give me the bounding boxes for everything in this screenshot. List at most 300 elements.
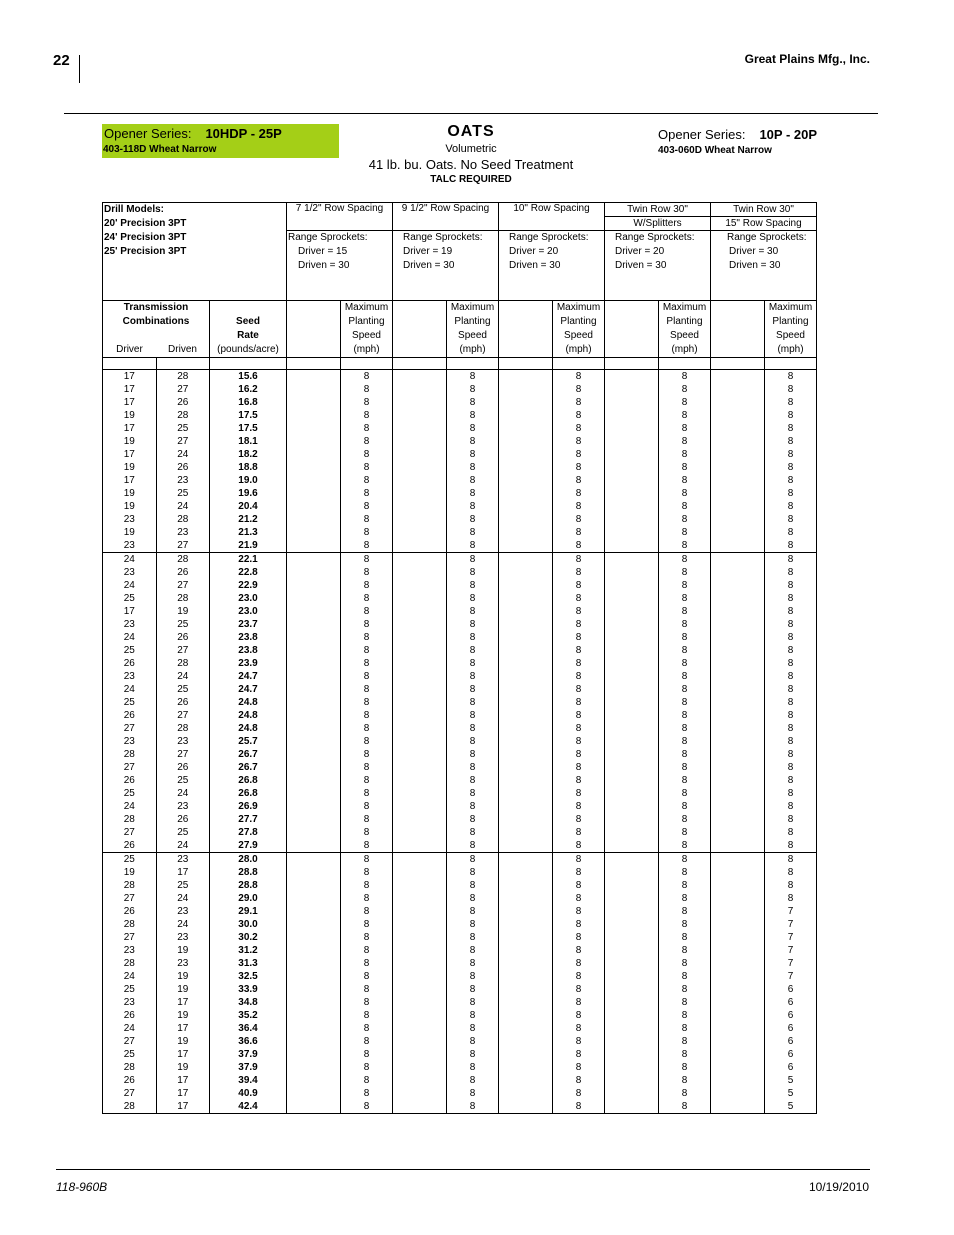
spacer-cell [287,931,341,944]
seed-rate-cell: 29.0 [210,892,287,905]
max-speed-cell: 8 [553,748,605,761]
max-speed-cell: 8 [659,370,711,384]
spacer-cell [499,435,553,448]
spacer-cell [499,826,553,839]
driver-cell: 23 [103,566,157,579]
spacing-subheader: W/Splitters [605,217,711,231]
driven-cell: 25 [156,422,210,435]
spacer-cell [605,1022,659,1035]
max-speed-cell: 8 [765,448,817,461]
seed-rate-cell: 30.0 [210,918,287,931]
max-speed-cell: 8 [553,1100,605,1114]
driven-cell: 25 [156,774,210,787]
seed-rate-cell: 39.4 [210,1074,287,1087]
drill-model: 20' Precision 3PT [104,218,187,229]
max-speed-cell: 8 [765,709,817,722]
max-speed-cell: 8 [341,592,393,605]
spacer-cell [287,853,341,867]
max-speed-cell: 8 [659,839,711,853]
driver-cell: 25 [103,853,157,867]
max-speed-cell: 8 [447,474,499,487]
spacer-cell [711,957,765,970]
seed-rate-cell: 17.5 [210,422,287,435]
spacer-cell [499,709,553,722]
spacer-cell [711,553,765,567]
talc-note: TALC REQUIRED [430,174,512,185]
max-speed-cell: 8 [553,813,605,826]
spacer-cell [711,800,765,813]
spacer-cell [287,800,341,813]
spacer-cell [499,618,553,631]
max-speed-cell: 8 [553,474,605,487]
spacer-cell [711,618,765,631]
max-speed-cell: 8 [659,539,711,553]
seed-rate-cell: 18.2 [210,448,287,461]
max-speed-cell: 6 [765,996,817,1009]
spacer-cell [287,513,341,526]
spacer-cell [287,748,341,761]
table-row [103,383,817,396]
document-number: 118-960B [56,1180,108,1194]
spacer-cell [499,409,553,422]
max-speed-cell: 8 [765,409,817,422]
header-rule [64,113,878,114]
driven-cell: 17 [156,866,210,879]
max-speed-cell: 8 [341,957,393,970]
spacer-cell [711,905,765,918]
spacer-cell [393,435,447,448]
spacer-cell [711,748,765,761]
max-speed-cell: 8 [447,813,499,826]
spacer-cell [287,474,341,487]
table-row [103,996,817,1009]
max-speed-cell: 8 [341,826,393,839]
spacer-cell [711,487,765,500]
spacer-cell [605,722,659,735]
spacer-cell [605,500,659,513]
spacer-cell [287,631,341,644]
spacer-cell [711,839,765,853]
spacer-cell [711,435,765,448]
spacer-cell [393,735,447,748]
range-sprockets: Range Sprockets: Driver = 20 Driven = 30 [499,231,605,288]
spacer-cell [605,761,659,774]
max-speed-cell: 8 [341,853,393,867]
table-row [103,539,817,553]
max-speed-cell: 8 [659,1022,711,1035]
spacer-cell [287,566,341,579]
spacer-cell [393,787,447,800]
max-speed-cell: 8 [341,461,393,474]
spacer-cell [605,526,659,539]
max-speed-cell: 8 [553,735,605,748]
max-speed-cell: 8 [553,1048,605,1061]
seed-rate-cell: 19.6 [210,487,287,500]
table-row [103,761,817,774]
spacer-cell [393,605,447,618]
seed-rate-cell: 22.9 [210,579,287,592]
spacer-cell [393,1009,447,1022]
spacer-cell [605,918,659,931]
max-speed-cell: 8 [341,709,393,722]
max-speed-cell: 8 [553,670,605,683]
spacer-cell [393,370,447,384]
spacer-cell [499,474,553,487]
table-row [103,409,817,422]
seed-rate-cell: 28.8 [210,879,287,892]
driver-cell: 24 [103,1022,157,1035]
spacer-cell [605,657,659,670]
max-speed-cell: 8 [765,487,817,500]
max-speed-cell: 8 [447,422,499,435]
max-speed-cell: 8 [553,787,605,800]
opener-series-left [102,124,339,158]
table-row [103,931,817,944]
seed-rate-header: Seed Rate (pounds/acre) [210,301,287,358]
spacer-cell [605,448,659,461]
spacer-cell [711,696,765,709]
spacer-cell [499,370,553,384]
spacer-cell [499,526,553,539]
max-speed-cell: 8 [447,709,499,722]
spacer-cell [287,1061,341,1074]
max-speed-cell: 8 [553,487,605,500]
max-speed-cell: 8 [765,592,817,605]
table-row [103,774,817,787]
max-speed-cell: 8 [341,1087,393,1100]
spacer-cell [499,553,553,567]
spacer-cell [711,1022,765,1035]
spacer-cell [287,409,341,422]
max-speed-cell: 8 [341,813,393,826]
max-speed-cell: 8 [447,631,499,644]
spacer-cell [287,722,341,735]
spacer-cell [711,787,765,800]
table-row [103,631,817,644]
spacer-cell [605,566,659,579]
driver-cell: 27 [103,1087,157,1100]
max-speed-cell: 8 [553,774,605,787]
spacer-cell [287,553,341,567]
driven-cell: 19 [156,1009,210,1022]
max-speed-cell: 8 [765,892,817,905]
spacing-header: 10" Row Spacing [499,203,605,231]
table-row [103,500,817,513]
spacer-cell [287,983,341,996]
max-speed-cell: 8 [659,1048,711,1061]
max-speed-cell: 8 [553,905,605,918]
spacer-cell [393,644,447,657]
max-speed-cell: 8 [765,787,817,800]
driven-cell: 24 [156,918,210,931]
spacer-cell [287,605,341,618]
max-speed-cell: 8 [659,826,711,839]
spacer-cell [287,970,341,983]
max-speed-cell: 8 [341,422,393,435]
spacer-cell [287,1035,341,1048]
spacer-cell [499,605,553,618]
spacer-cell [605,683,659,696]
driven-cell: 19 [156,983,210,996]
spacer-cell [499,422,553,435]
spacer-cell [711,396,765,409]
max-speed-cell: 8 [447,435,499,448]
max-speed-cell: 8 [765,866,817,879]
spacer-cell [393,592,447,605]
spacer-cell [605,1061,659,1074]
spacer-cell [393,1074,447,1087]
spacer-cell [287,1022,341,1035]
max-speed-cell: 8 [341,435,393,448]
max-speed-cell: 8 [341,1061,393,1074]
driver-cell: 24 [103,683,157,696]
spacer-cell [711,539,765,553]
empty-header [287,301,341,358]
spacer-cell [287,435,341,448]
max-speed-cell: 8 [765,461,817,474]
spacer-cell [393,1035,447,1048]
max-speed-cell: 8 [765,722,817,735]
max-speed-cell: 8 [341,657,393,670]
max-speed-cell: 8 [341,931,393,944]
max-speed-cell: 8 [765,553,817,567]
max-speed-cell: 8 [341,800,393,813]
driven-cell: 27 [156,748,210,761]
max-speed-cell: 8 [659,944,711,957]
driven-cell: 26 [156,461,210,474]
driver-cell: 26 [103,709,157,722]
max-speed-cell: 8 [765,696,817,709]
seed-rate-cell: 21.3 [210,526,287,539]
max-speed-cell: 8 [447,696,499,709]
driven-cell: 17 [156,1074,210,1087]
spacer-cell [499,1009,553,1022]
max-speed-cell: 8 [341,513,393,526]
table-row [103,709,817,722]
spacer-cell [711,996,765,1009]
max-speed-cell: 8 [765,853,817,867]
spacer-cell [393,1022,447,1035]
range-sprockets: Range Sprockets: Driver = 15 Driven = 30 [287,231,393,288]
max-speed-cell: 8 [553,566,605,579]
seed-rate-cell: 18.1 [210,435,287,448]
spacer-cell [393,539,447,553]
seed-rate-cell: 21.9 [210,539,287,553]
page-number: 22 [53,52,70,69]
max-speed-cell: 8 [447,774,499,787]
opener-left-part: 403-118D Wheat Narrow [103,144,217,155]
spacer-cell [605,800,659,813]
table-row [103,605,817,618]
max-speed-cell: 8 [553,970,605,983]
spacer-cell [393,513,447,526]
max-speed-cell: 8 [341,1035,393,1048]
max-speed-cell: 8 [447,448,499,461]
company-name: Great Plains Mfg., Inc. [744,52,870,66]
table-row [103,866,817,879]
seed-rate-cell: 27.8 [210,826,287,839]
driven-cell: 27 [156,579,210,592]
max-speed-cell: 8 [553,370,605,384]
table-row [103,461,817,474]
spacer-cell [711,918,765,931]
spacer-cell [287,1074,341,1087]
max-speed-cell: 8 [765,539,817,553]
empty-header [605,301,659,358]
spacer-cell [499,1022,553,1035]
max-speed-cell: 8 [553,1022,605,1035]
max-speed-cell: 7 [765,944,817,957]
max-speed-cell: 8 [659,396,711,409]
max-speed-cell: 8 [659,683,711,696]
seed-rate-cell: 37.9 [210,1048,287,1061]
spacer-cell [605,435,659,448]
max-speed-cell: 8 [341,631,393,644]
driven-cell: 23 [156,931,210,944]
driver-cell: 23 [103,996,157,1009]
max-speed-cell: 8 [447,866,499,879]
spacer-cell [711,944,765,957]
spacer-cell [287,696,341,709]
spacer-cell [287,1009,341,1022]
spacer-cell [711,879,765,892]
max-speed-cell: 8 [447,800,499,813]
opener-series-right [658,127,817,156]
spacer-cell [499,761,553,774]
spacer-cell [393,579,447,592]
spacer-cell [393,879,447,892]
spacer-cell [711,670,765,683]
max-speed-cell: 6 [765,1061,817,1074]
spacer-cell [605,618,659,631]
max-speed-cell: 8 [659,383,711,396]
spacer-cell [287,813,341,826]
empty-header [711,301,765,358]
driven-cell: 26 [156,566,210,579]
spacer-cell [287,592,341,605]
spacer-cell [711,1087,765,1100]
max-speed-cell: 8 [447,526,499,539]
driver-cell: 25 [103,592,157,605]
max-speed-cell: 8 [553,892,605,905]
spacer-cell [393,683,447,696]
max-speed-cell: 8 [765,396,817,409]
spacer-cell [287,448,341,461]
driven-cell: 24 [156,892,210,905]
max-speed-cell: 8 [341,970,393,983]
spacer-cell [499,722,553,735]
seed-rate-cell: 24.8 [210,696,287,709]
max-speed-cell: 8 [659,879,711,892]
driver-cell: 27 [103,826,157,839]
table-row [103,1022,817,1035]
spacer-cell [605,970,659,983]
spacer-cell [287,879,341,892]
seed-rate-cell: 31.3 [210,957,287,970]
max-speed-cell: 8 [341,448,393,461]
seed-rate-cell: 36.6 [210,1035,287,1048]
spacer-cell [393,526,447,539]
max-speed-cell: 8 [765,735,817,748]
seed-title-block [340,123,602,185]
spacer-cell [393,722,447,735]
max-speed-cell: 8 [553,553,605,567]
spacer-cell [499,683,553,696]
max-speed-cell: 8 [447,787,499,800]
seed-rate-cell: 18.8 [210,461,287,474]
max-speed-cell: 8 [341,605,393,618]
driver-cell: 19 [103,461,157,474]
spacer-cell [499,513,553,526]
max-speed-cell: 8 [341,526,393,539]
spacer-cell [393,918,447,931]
driver-cell: 26 [103,657,157,670]
max-speed-cell: 8 [659,592,711,605]
spacer-cell [711,683,765,696]
range-sprockets: Range Sprockets: Driver = 20 Driven = 30 [605,231,711,288]
spacer-cell [605,579,659,592]
max-speed-cell: 8 [659,435,711,448]
spacer-cell [287,1048,341,1061]
spacing-row [103,203,817,217]
spacer-cell [605,774,659,787]
spacer-cell [499,800,553,813]
driven-cell: 17 [156,1022,210,1035]
gap-row [103,287,817,301]
driver-cell: 17 [103,370,157,384]
driver-cell: 26 [103,839,157,853]
seed-rate-cell: 29.1 [210,905,287,918]
spacer-cell [711,826,765,839]
spacer-cell [605,944,659,957]
max-speed-cell: 8 [341,879,393,892]
max-speed-cell: 8 [659,748,711,761]
spacer-cell [287,892,341,905]
opener-right-label: Opener Series: [658,127,746,142]
spacer-cell [711,761,765,774]
spacer-cell [605,513,659,526]
spacer-cell [711,526,765,539]
max-speed-cell: 8 [553,1061,605,1074]
table-row [103,983,817,996]
max-speed-cell: 8 [341,722,393,735]
gap-cell [393,287,499,301]
spacer-cell [287,670,341,683]
spacer-cell [499,879,553,892]
max-speed-cell: 7 [765,970,817,983]
max-speed-cell: 8 [341,774,393,787]
spacer-cell [287,774,341,787]
max-speed-cell: 8 [659,1074,711,1087]
driver-cell: 27 [103,892,157,905]
max-speed-cell: 8 [341,1022,393,1035]
driven-cell: 17 [156,996,210,1009]
max-speed-cell: 8 [447,879,499,892]
max-speed-cell: 8 [553,657,605,670]
max-speed-cell: 6 [765,1035,817,1048]
max-speed-cell: 8 [765,513,817,526]
spacer-cell [287,500,341,513]
spacer-cell [605,735,659,748]
spacer-cell [499,918,553,931]
spacer-cell [499,487,553,500]
max-speed-cell: 8 [659,761,711,774]
spacer-cell [287,657,341,670]
spacer-cell [499,905,553,918]
driver-cell: 23 [103,513,157,526]
seed-rate-cell: 28.0 [210,853,287,867]
max-speed-cell: 8 [447,579,499,592]
